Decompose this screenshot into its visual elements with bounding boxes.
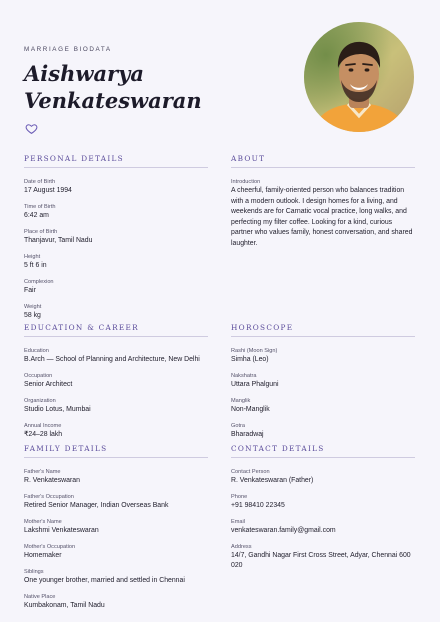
field-email [231, 518, 415, 536]
field-mothers-occupation [24, 543, 208, 561]
field-value: Bharadwaj [231, 431, 264, 438]
field-label: Weight [24, 304, 42, 310]
introduction-label: Introduction [231, 179, 261, 185]
field-gotra [231, 422, 415, 440]
field-label: Date of Birth [24, 179, 56, 185]
field-label: Siblings [24, 569, 44, 575]
field-weight [24, 303, 208, 321]
field-value: Fair [24, 287, 36, 294]
field-value: 5 ft 6 in [24, 262, 47, 269]
field-occupation [24, 372, 208, 390]
section-title-contact: CONTACT DETAILS [231, 444, 415, 458]
field-label: Organization [24, 398, 56, 404]
field-value: Non-Manglik [231, 406, 270, 413]
field-value: Simha (Leo) [231, 356, 269, 363]
field-siblings [24, 568, 208, 586]
field-label: Father's Name [24, 469, 61, 475]
family-details-section [24, 444, 208, 618]
section-title-personal: PERSONAL DETAILS [24, 154, 208, 168]
field-fathers-occupation [24, 493, 208, 511]
candidate-first-name: Aishwarya [24, 61, 144, 86]
field-nakshatra [231, 372, 415, 390]
field-label: Phone [231, 494, 248, 500]
field-label: Contact Person [231, 469, 270, 475]
field-value: 14/7, Gandhi Nagar First Cross Street, Adyar, Chennai 600 020 [231, 552, 411, 569]
field-education [24, 347, 208, 365]
field-label: Nakshatra [231, 373, 257, 379]
document-kicker: MARRIAGE BIODATA [24, 46, 112, 53]
field-phone [231, 493, 415, 511]
field-label: Address [231, 544, 252, 550]
field-value: Homemaker [24, 552, 62, 559]
field-value: Studio Lotus, Mumbai [24, 406, 91, 413]
field-label: Height [24, 254, 41, 260]
field-value: ₹24–28 lakh [24, 431, 63, 438]
field-value: Lakshmi Venkateswaran [24, 527, 99, 534]
field-label: Mother's Name [24, 519, 62, 525]
profile-photo [304, 22, 414, 132]
field-value: 17 August 1994 [24, 187, 72, 194]
field-rashi [231, 347, 415, 365]
field-value: Senior Architect [24, 381, 73, 388]
field-manglik [231, 397, 415, 415]
field-value: 6:42 am [24, 212, 49, 219]
candidate-name [24, 60, 294, 114]
field-label: Education [24, 348, 49, 354]
field-address [231, 543, 415, 571]
field-label: Gotra [231, 423, 245, 429]
field-label: Father's Occupation [24, 494, 74, 500]
section-title-education: EDUCATION & CAREER [24, 323, 208, 337]
field-value: Thanjavur, Tamil Nadu [24, 237, 93, 244]
field-label: Native Place [24, 594, 56, 600]
field-place-of-birth [24, 228, 208, 246]
field-value: R. Venkateswaran (Father) [231, 477, 314, 484]
field-fathers-name [24, 468, 208, 486]
field-native-place [24, 593, 208, 611]
introduction-text: A cheerful, family-oriented person who balances tradition with a modern outlook. I design homes for a living, and weekends are for Carnatic vocal practice, long walks, and perfecting my filter coffee. Looking for a kind, curious partner who values family, honest conversation, and shared laughter. [231, 187, 413, 247]
field-value: Uttara Phalguni [231, 381, 279, 388]
field-value: R. Venkateswaran [24, 477, 80, 484]
field-label: Time of Birth [24, 204, 56, 210]
field-label: Complexion [24, 279, 54, 285]
field-label: Rashi (Moon Sign) [231, 348, 278, 354]
field-mothers-name [24, 518, 208, 536]
contact-details-section [231, 444, 415, 578]
field-value: Retired Senior Manager, Indian Overseas Bank [24, 502, 169, 509]
field-label: Place of Birth [24, 229, 58, 235]
horoscope-section [231, 323, 415, 447]
field-value: 58 kg [24, 312, 41, 319]
field-label: Annual Income [24, 423, 62, 429]
field-value: Kumbakonam, Tamil Nadu [24, 602, 105, 609]
field-label: Email [231, 519, 245, 525]
section-title-about: ABOUT [231, 154, 415, 168]
field-label: Manglik [231, 398, 251, 404]
field-height [24, 253, 208, 271]
field-contact-person [231, 468, 415, 486]
about-section [231, 154, 415, 249]
field-annual-income [24, 422, 208, 440]
email-link[interactable]: venkateswaran.family@gmail.com [231, 527, 336, 534]
field-complexion [24, 278, 208, 296]
personal-details-section [24, 154, 208, 328]
heart-icon [25, 122, 38, 135]
field-label: Occupation [24, 373, 53, 379]
candidate-last-name: Venkateswaran [24, 88, 202, 113]
field-value: B.Arch — School of Planning and Architecture, New Delhi [24, 356, 200, 363]
field-time-of-birth [24, 203, 208, 221]
education-career-section [24, 323, 208, 447]
field-date-of-birth [24, 178, 208, 196]
phone-link[interactable]: +91 98410 22345 [231, 502, 285, 509]
section-title-horoscope: HOROSCOPE [231, 323, 415, 337]
field-label: Mother's Occupation [24, 544, 76, 550]
field-value: One younger brother, married and settled in Chennai [24, 577, 185, 584]
section-title-family: FAMILY DETAILS [24, 444, 208, 458]
field-organization [24, 397, 208, 415]
